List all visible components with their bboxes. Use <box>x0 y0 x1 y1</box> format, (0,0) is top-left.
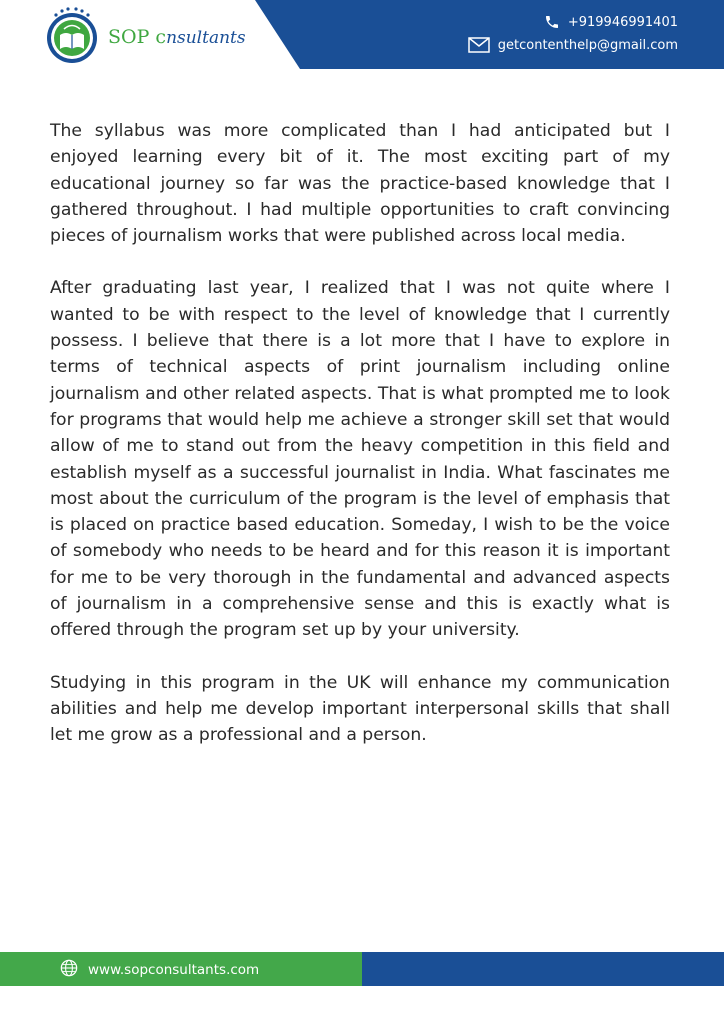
website-url: www.sopconsultants.com <box>88 962 260 978</box>
envelope-icon <box>468 37 490 53</box>
brand-name <box>108 28 246 47</box>
brand-name-part1: SOP c <box>108 26 167 48</box>
header-email[interactable] <box>468 37 678 53</box>
phone-icon <box>544 14 560 30</box>
brand-name-part2: nsultants <box>166 28 246 48</box>
footer-website[interactable] <box>60 959 259 981</box>
email-address: getcontenthelp@gmail.com <box>497 37 678 53</box>
phone-number: +919946991401 <box>567 14 678 30</box>
logo-icon <box>42 5 102 65</box>
paragraph-1: The syllabus was more complicated than I had anticipated but I enjoyed learning every bit of it. The most exciting part of my educational journey so far was the practice-based knowledge that I gathered throughout. I had multiple opportunities to craft convincing pieces of journalism works that were published across local media. <box>50 121 670 247</box>
header-phone[interactable] <box>544 14 678 30</box>
footer-blue-bar <box>362 952 724 986</box>
page-header <box>0 0 724 69</box>
paragraph-3: Studying in this program in the UK will enhance my communication abilities and help me develop important interpersonal skills that shall let me grow as a professional and a person. <box>50 672 670 746</box>
globe-icon <box>60 959 78 981</box>
document-body <box>50 118 670 775</box>
paragraph-2: After graduating last year, I realized that I was not quite where I wanted to be with respect to the level of knowledge that I currently possess. I believe that there is a lot more that I have to explore in terms of technical aspects of print journalism including online journalism and other related aspects. That is what prompted me to look for programs that would help me achieve a stronger skill set that would allow of me to stand out from the heavy competition in this field and establish myself as a successful journalist in India. What fascinates me most about the curriculum of the program is the level of emphasis that is placed on practice based education. Someday, I wish to be the voice of somebody who needs to be heard and for this reason it is important for me to be very thorough in the fundamental and advanced aspects of journalism in a comprehensive sense and this is exactly what is offered through the program set up by your university. <box>50 278 670 641</box>
